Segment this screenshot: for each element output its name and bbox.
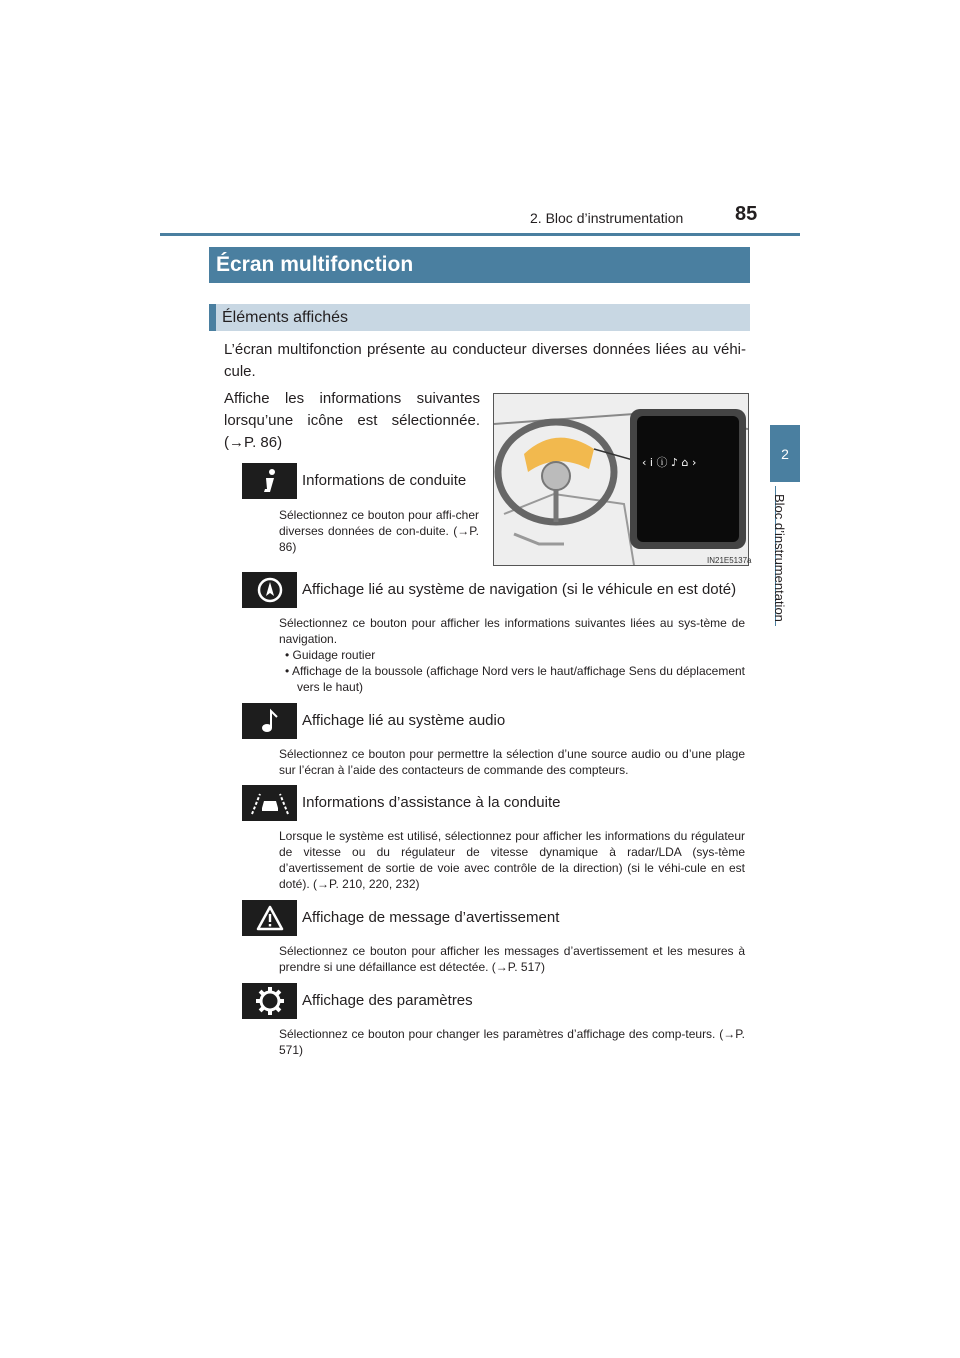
driving-assist-icon xyxy=(242,785,297,821)
side-tab-number: 2 xyxy=(781,445,789,462)
item-desc-text: Sélectionnez ce bouton pour afficher les informations suivantes liées au sys-tème de navigation. xyxy=(279,616,745,646)
item-desc-warning: Sélectionnez ce bouton pour afficher les messages d’avertissement et les mesures à prendre si une défaillance est détectée. (→P. 517) xyxy=(279,944,745,974)
item-title-audio: Affichage lié au système audio xyxy=(302,712,506,729)
svg-text:‹ i ⓘ ♪ ⌂ ›: ‹ i ⓘ ♪ ⌂ › xyxy=(642,456,697,469)
illustration-caption: IN21E5137a xyxy=(707,556,752,565)
navigation-icon xyxy=(242,572,297,608)
item-title-settings: Affichage des paramètres xyxy=(302,992,473,1009)
intro-text: L’écran multifonction présente au conducteur diverses données liées au véhi-cule. xyxy=(224,341,746,380)
page-number: 85 xyxy=(735,203,758,225)
header-rule xyxy=(160,233,800,236)
intro-text-2: Affiche les informations suivantes lorsqu’une icône est sélectionnée. (→P. 86) xyxy=(224,390,480,451)
info-icon xyxy=(242,463,297,499)
section-subtitle: Éléments affichés xyxy=(209,304,750,331)
bullet-item: • Guidage routier xyxy=(285,648,376,662)
bullet-item: • Affichage de la boussole (affichage Nord vers le haut/affichage Sens du déplacement vers le haut) xyxy=(285,664,746,694)
dashboard-illustration xyxy=(493,393,752,566)
header-chapter: 2. Bloc d’instrumentation xyxy=(530,210,684,226)
item-desc-driving-assist: Lorsque le système est utilisé, sélectionnez pour afficher les informations du régulateur de vitesse ou du régulateur de vitesse dynamique à radar/LDA (sys-tème d’avertissement de sortie de voie avec contrôle de la direction) (si le véhi-cule en est doté). (→P. 210, 220, 232) xyxy=(279,829,745,891)
item-desc-driving-info: Sélectionnez ce bouton pour affi-cher diverses données de con-duite. (→P. 86) xyxy=(279,508,479,554)
section-title: Écran multifonction xyxy=(209,247,750,283)
item-title-warning: Affichage de message d’avertissement xyxy=(302,909,560,926)
item-title-navigation: Affichage lié au système de navigation (si le véhicule en est doté) xyxy=(302,581,737,598)
warning-icon xyxy=(242,900,297,936)
item-desc-settings: Sélectionnez ce bouton pour changer les paramètres d’affichage des comp-teurs. (→P. 571) xyxy=(279,1027,745,1057)
dashboard-drawing xyxy=(494,394,748,565)
item-title-driving-assist: Informations d’assistance à la conduite xyxy=(302,794,561,811)
item-desc-navigation xyxy=(279,615,745,695)
settings-icon xyxy=(242,983,297,1019)
item-title-driving-info: Informations de conduite xyxy=(302,472,467,489)
audio-icon xyxy=(242,703,297,739)
side-tab-label: Bloc d’instrumentation xyxy=(772,494,787,622)
item-desc-audio: Sélectionnez ce bouton pour permettre la sélection d’une source audio ou d’une plage sur l’écran à l’aide des contacteurs de commande des compteurs. xyxy=(279,747,745,777)
side-tab[interactable] xyxy=(770,425,800,482)
